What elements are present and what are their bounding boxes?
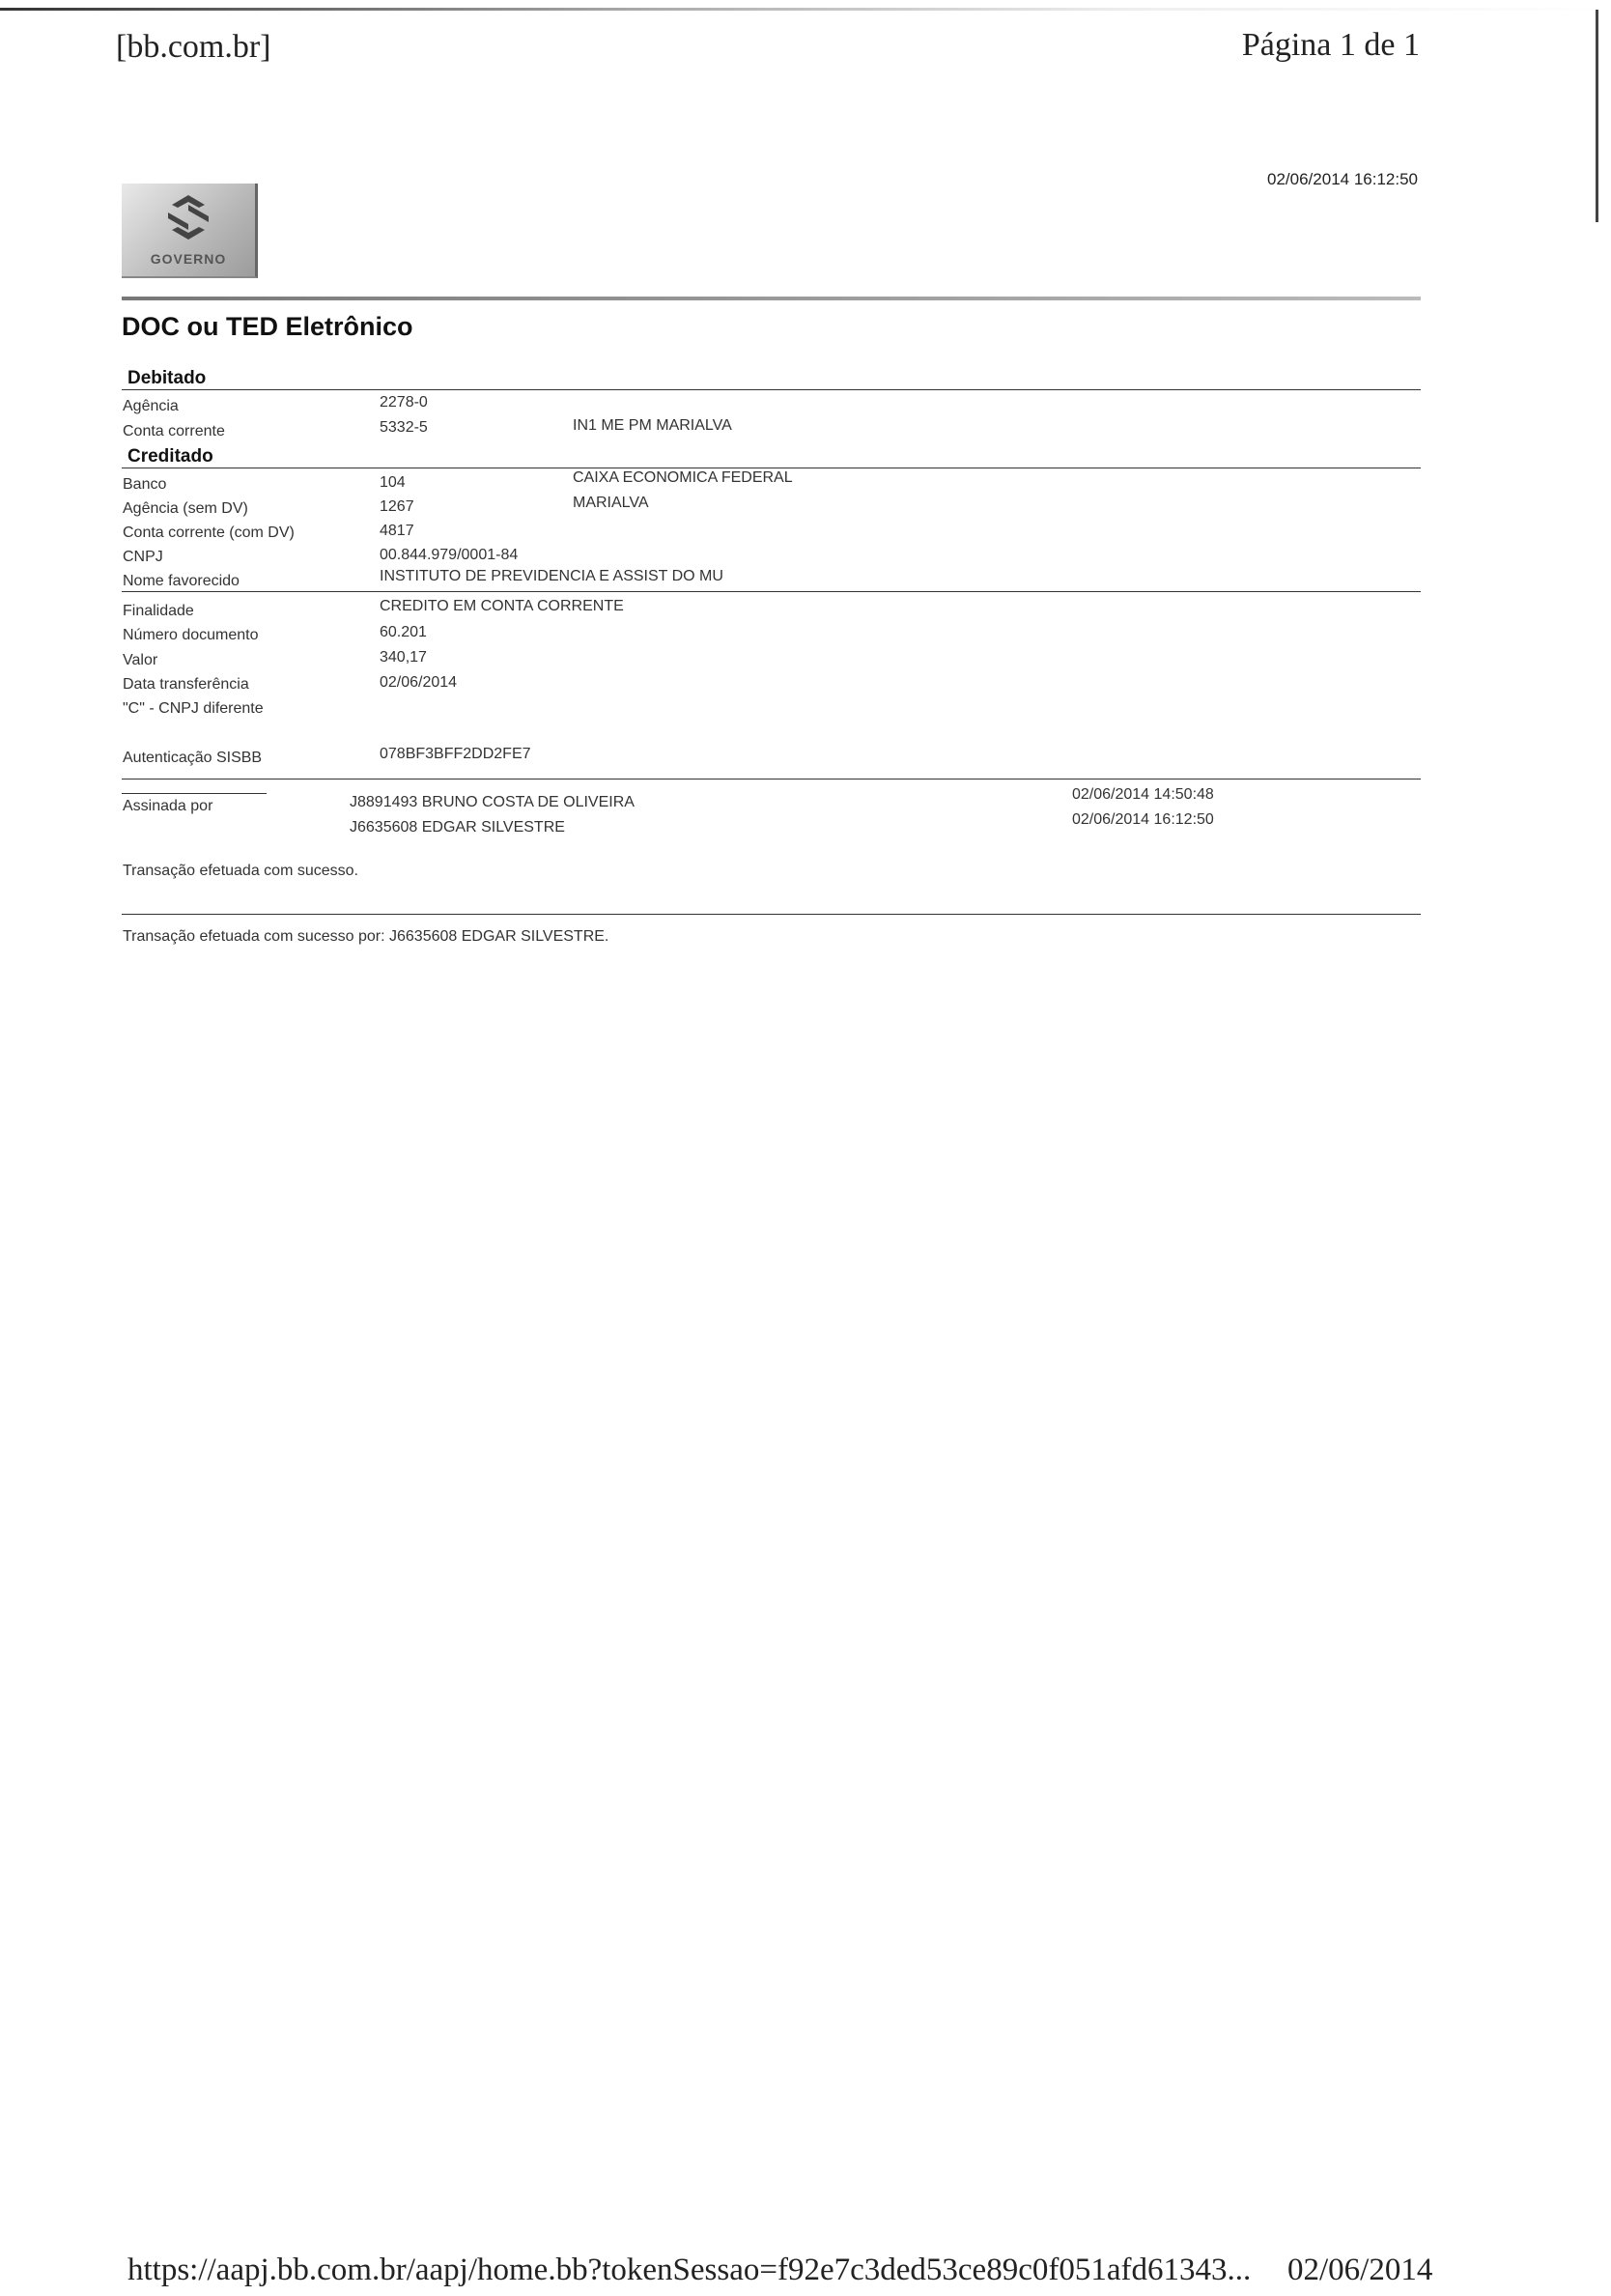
value-conta-com-dv: 4817 — [380, 523, 414, 539]
value-finalidade: CREDITO EM CONTA CORRENTE — [380, 598, 624, 614]
value-conta-nome: IN1 ME PM MARIALVA — [573, 417, 732, 434]
label-nome-favorecido: Nome favorecido — [123, 573, 240, 589]
label-conta-corrente: Conta corrente — [123, 423, 225, 439]
divider — [122, 914, 1421, 915]
divider — [122, 389, 1421, 390]
signer-name: J8891493 BRUNO COSTA DE OLIVEIRA — [350, 794, 635, 810]
label-finalidade: Finalidade — [123, 603, 194, 619]
divider — [122, 793, 267, 794]
logo-text: GOVERNO — [150, 251, 227, 267]
footer-date: 02/06/2014 — [1287, 2253, 1433, 2287]
label-valor: Valor — [123, 652, 158, 668]
print-datetime: 02/06/2014 16:12:50 — [1267, 170, 1418, 188]
label-assinada-por: Assinada por — [123, 798, 213, 814]
scan-edge-top — [0, 8, 1611, 11]
value-agencia: 2278-0 — [380, 394, 428, 411]
value-agencia-nome: MARIALVA — [573, 495, 649, 511]
banco-do-brasil-icon — [162, 191, 214, 243]
value-banco-nome: CAIXA ECONOMICA FEDERAL — [573, 469, 793, 486]
governo-logo — [122, 184, 258, 278]
label-cnpj-diferente: "C" - CNPJ diferente — [123, 700, 264, 717]
section-creditado: Creditado — [127, 446, 213, 467]
divider — [122, 779, 1421, 780]
label-numero-documento: Número documento — [123, 627, 259, 643]
label-agencia: Agência — [123, 398, 179, 414]
value-conta-corrente: 5332-5 — [380, 419, 428, 436]
page-number: Página 1 de 1 — [1241, 27, 1420, 63]
status-message-by: Transação efetuada com sucesso por: J6635608 EDGAR SILVESTRE. — [123, 928, 609, 945]
label-cnpj: CNPJ — [123, 549, 163, 565]
signer-datetime: 02/06/2014 14:50:48 — [1072, 786, 1214, 803]
value-data-transferencia: 02/06/2014 — [380, 674, 458, 691]
footer-url: https://aapj.bb.com.br/aapj/home.bb?tokenSessao=f92e7c3ded53ce89c0f051afd61343... — [127, 2253, 1252, 2287]
value-agencia-sem-dv: 1267 — [380, 498, 414, 515]
page-header-site: [bb.com.br] — [116, 29, 271, 65]
scan-edge-right — [1596, 10, 1598, 222]
value-numero-documento: 60.201 — [380, 624, 427, 640]
divider — [122, 591, 1421, 592]
value-valor: 340,17 — [380, 649, 427, 666]
signer-name: J6635608 EDGAR SILVESTRE — [350, 819, 565, 836]
status-message: Transação efetuada com sucesso. — [123, 863, 358, 879]
label-autenticacao: Autenticação SISBB — [123, 750, 263, 766]
label-banco: Banco — [123, 476, 167, 493]
signer-datetime: 02/06/2014 16:12:50 — [1072, 811, 1214, 828]
page-title: DOC ou TED Eletrônico — [122, 312, 413, 341]
label-agencia-sem-dv: Agência (sem DV) — [123, 500, 248, 517]
value-nome-favorecido: INSTITUTO DE PREVIDENCIA E ASSIST DO MU — [380, 568, 723, 584]
value-autenticacao: 078BF3BFF2DD2FE7 — [380, 746, 531, 762]
label-data-transferencia: Data transferência — [123, 676, 249, 693]
value-cnpj: 00.844.979/0001-84 — [380, 547, 519, 563]
section-debitado: Debitado — [127, 368, 207, 388]
label-conta-com-dv: Conta corrente (com DV) — [123, 524, 295, 541]
title-rule — [122, 297, 1421, 300]
value-banco: 104 — [380, 474, 406, 491]
